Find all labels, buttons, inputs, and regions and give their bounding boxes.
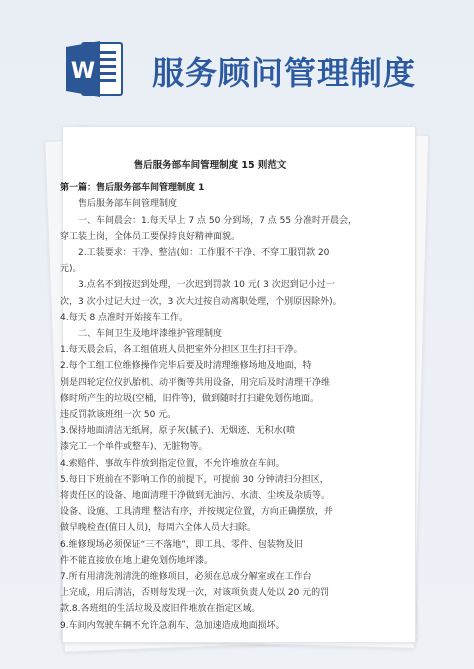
text-line: 4.每天 8 点准时开始接车工作。	[60, 312, 189, 323]
text-line: 将责任区的设备、地面清理干净做到无油污、水渍、尘埃及杂质等。	[60, 491, 331, 502]
text-line: 4.索赔件、事故车件放到指定位置，不允许堆放在车间。	[60, 458, 285, 469]
document-title: 售后服务部车间管理制度 15 则范文	[133, 160, 287, 171]
text-line: 款.8.各班组的生活垃圾及废旧件堆放在指定区域。	[60, 604, 261, 615]
text-line: 上完成，用后清洁，否则每发现一次，对该项负责人处以 20 元的罚	[60, 588, 330, 599]
text-line: 修时所产生的垃圾(空桶，旧件等)，做到随时打扫避免划伤地面。	[60, 393, 320, 404]
text-line: 元)。	[60, 264, 82, 275]
text-line: 漆完工一个单件或整车)、无脏物等。	[60, 442, 208, 453]
text-line: 一、车间晨会：1.每天早上 7 点 50 分到场，7 点 55 分准时开晨会，	[78, 215, 357, 226]
text-line: 次，3 次小过记大过一次，3 次大过按自动离职处理，个别原因除外)。	[60, 296, 342, 307]
text-line: 别是四轮定位仪扒胎机、动平衡等共用设备，用完后及时清理干净维	[60, 377, 331, 388]
document-body	[60, 158, 360, 634]
text-line: 3.点名不到按迟到处理，一次迟到罚款 10 元( 3 次迟到记小过一	[78, 280, 335, 291]
text-line: 设备、设施、工具清理 整洁有序，并按规定位置，方向正确摆放，并	[60, 507, 333, 518]
text-line: 2.每个工组工位维修操作完毕后要及时清理维修场地及地面，特	[60, 361, 312, 372]
text-line: 2.工装要求：干净、整洁(如：工作服不干净、不穿工服罚款 20	[78, 248, 330, 259]
text-line: 违反罚款该班组一次 50 元。	[60, 410, 177, 421]
text-line: 3.保持地面清洁无纸屑，原子灰(腻子)、无烟迹、无积水(喷	[60, 426, 296, 437]
text-line: 穿工装上岗，全体员工要保持良好精神面貌。	[60, 231, 241, 242]
text-line: 做早晚检查(值日人员)，每周六全体人员大扫除。	[60, 523, 257, 534]
word-icon-letter: W	[70, 59, 96, 84]
banner	[0, 0, 474, 110]
document-lines	[60, 180, 360, 634]
text-line: 7.所有用清洗剂清洗的维修项目，必须在总成分解室或在工作台	[60, 572, 312, 583]
text-line: 6.维修现场必须保证“三不落地”，即工具、零件、包装物及旧	[60, 539, 303, 550]
section-heading: 第一篇：售后服务部车间管理制度 1	[60, 183, 205, 194]
text-line: 售后服务部车间管理制度	[78, 199, 178, 210]
word-icon	[62, 37, 126, 101]
text-line: 9.车间内驾驶车辆不允许急刹车、急加速造成地面损坏。	[60, 620, 285, 631]
text-line: 5.每日下班前在不影响工作的前提下，可提前 30 分钟清扫分担区，	[60, 474, 329, 485]
text-line: 件不能直接放在地上避免划伤地坪漆。	[60, 555, 214, 566]
text-line: 1.每天晨会后，各工组值班人员把室外分担区卫生打扫干净。	[60, 345, 303, 356]
banner-title: 服务顾问管理制度	[152, 54, 417, 92]
text-line: 二、车间卫生及地坪漆维护管理制度	[78, 329, 223, 340]
